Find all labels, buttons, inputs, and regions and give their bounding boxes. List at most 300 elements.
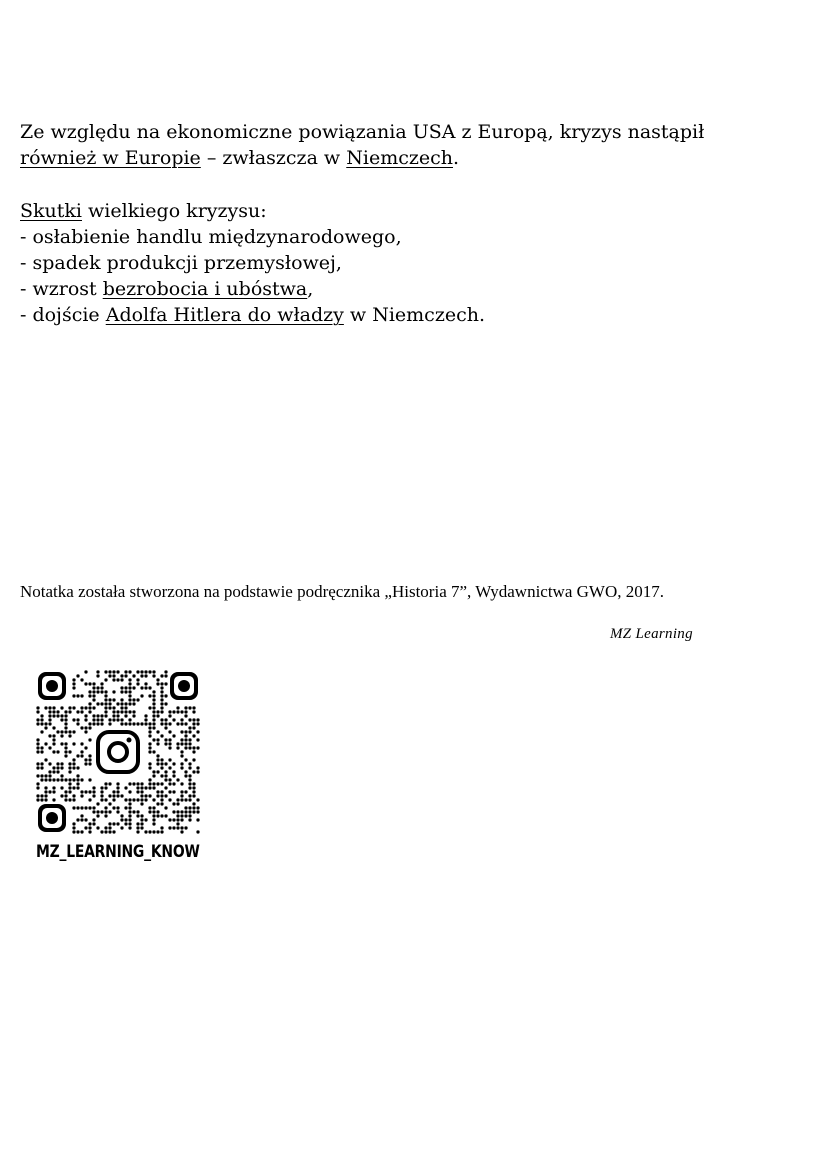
qr-module <box>124 722 127 725</box>
qr-module <box>80 806 83 809</box>
qr-module <box>100 702 103 705</box>
qr-module <box>84 730 87 733</box>
qr-module <box>44 798 47 801</box>
qr-module <box>64 750 67 753</box>
qr-module <box>80 754 83 757</box>
qr-module <box>172 810 175 813</box>
source-note: Notatka została stworzona na podstawie podręcznika „Historia 7”, Wydawnictwa GWO, 2017. <box>20 582 664 601</box>
qr-module <box>192 726 195 729</box>
qr-module <box>144 818 147 821</box>
qr-module <box>192 758 195 761</box>
qr-module <box>84 682 87 685</box>
qr-module <box>36 774 39 777</box>
qr-module <box>148 726 151 729</box>
qr-module <box>144 686 147 689</box>
qr-module <box>172 818 175 821</box>
qr-module <box>92 714 95 717</box>
qr-module <box>152 706 155 709</box>
qr-module <box>156 790 159 793</box>
qr-module <box>168 782 171 785</box>
qr-module <box>108 782 111 785</box>
qr-module <box>88 762 91 765</box>
qr-module <box>52 706 55 709</box>
qr-module <box>180 742 183 745</box>
effects-heading-rest: wielkiego kryzysu: <box>82 200 267 222</box>
qr-module <box>76 674 79 677</box>
qr-module <box>164 778 167 781</box>
qr-module <box>184 774 187 777</box>
qr-module <box>148 786 151 789</box>
qr-module <box>72 742 75 745</box>
qr-module <box>108 702 111 705</box>
qr-module <box>164 806 167 809</box>
qr-module <box>100 830 103 833</box>
qr-module <box>152 814 155 817</box>
qr-module <box>156 730 159 733</box>
qr-module <box>124 690 127 693</box>
qr-module <box>136 798 139 801</box>
qr-module <box>180 762 183 765</box>
qr-module <box>152 806 155 809</box>
qr-module <box>64 710 67 713</box>
qr-module <box>44 742 47 745</box>
qr-module <box>72 718 75 721</box>
qr-module <box>188 782 191 785</box>
qr-module <box>128 802 131 805</box>
qr-module <box>184 814 187 817</box>
qr-module <box>60 762 63 765</box>
qr-module <box>148 746 151 749</box>
qr-module <box>128 810 131 813</box>
intro-line-2-middle: – zwłaszcza w <box>200 147 347 169</box>
qr-module <box>48 714 51 717</box>
qr-module <box>156 770 159 773</box>
underline-germany: Niemczech <box>346 147 453 169</box>
qr-module <box>68 770 71 773</box>
qr-module <box>184 742 187 745</box>
qr-module <box>36 794 39 797</box>
qr-module <box>112 714 115 717</box>
qr-module <box>80 706 83 709</box>
qr-module <box>156 814 159 817</box>
qr-module <box>192 722 195 725</box>
qr-module <box>132 810 135 813</box>
qr-module <box>168 722 171 725</box>
qr-module <box>152 822 155 825</box>
qr-module <box>104 706 107 709</box>
qr-module <box>176 706 179 709</box>
qr-module <box>44 786 47 789</box>
qr-module <box>180 722 183 725</box>
qr-module <box>136 670 139 673</box>
qr-module <box>120 678 123 681</box>
qr-module <box>36 706 39 709</box>
qr-module <box>172 762 175 765</box>
qr-module <box>60 774 63 777</box>
qr-module <box>92 794 95 797</box>
qr-module <box>164 770 167 773</box>
qr-module <box>180 826 183 829</box>
qr-module <box>144 786 147 789</box>
qr-module <box>92 706 95 709</box>
qr-module <box>164 814 167 817</box>
qr-module <box>44 794 47 797</box>
qr-module <box>52 766 55 769</box>
qr-module <box>188 730 191 733</box>
qr-module <box>84 818 87 821</box>
qr-module <box>152 750 155 753</box>
qr-module <box>56 762 59 765</box>
qr-module <box>52 738 55 741</box>
qr-module <box>140 794 143 797</box>
qr-module <box>112 806 115 809</box>
qr-module <box>120 710 123 713</box>
qr-module <box>64 742 67 745</box>
qr-module <box>132 782 135 785</box>
qr-module <box>152 818 155 821</box>
qr-module <box>100 786 103 789</box>
qr-module <box>64 798 67 801</box>
qr-module <box>184 770 187 773</box>
qr-module <box>44 726 47 729</box>
effects-item-4-underlined: Adolfa Hitlera do władzy <box>105 304 344 326</box>
qr-module <box>72 762 75 765</box>
qr-module <box>140 782 143 785</box>
qr-module <box>64 718 67 721</box>
qr-module <box>80 694 83 697</box>
qr-module <box>48 790 51 793</box>
qr-module <box>104 690 107 693</box>
intro-line-2 <box>20 145 704 171</box>
qr-module <box>140 674 143 677</box>
qr-module <box>36 750 39 753</box>
qr-module <box>60 730 63 733</box>
qr-module <box>112 670 115 673</box>
qr-module <box>120 706 123 709</box>
qr-module <box>188 778 191 781</box>
qr-module <box>152 830 155 833</box>
qr-module <box>104 814 107 817</box>
qr-module <box>164 702 167 705</box>
qr-module <box>120 794 123 797</box>
qr-module <box>128 822 131 825</box>
qr-module <box>136 826 139 829</box>
qr-module <box>56 778 59 781</box>
qr-module <box>112 718 115 721</box>
qr-module <box>96 802 99 805</box>
qr-module <box>132 674 135 677</box>
qr-module <box>144 718 147 721</box>
qr-module <box>164 762 167 765</box>
effects-item-4 <box>20 302 485 328</box>
qr-module <box>100 718 103 721</box>
qr-module <box>188 742 191 745</box>
qr-module <box>64 794 67 797</box>
qr-module <box>44 774 47 777</box>
qr-module <box>144 722 147 725</box>
qr-module <box>172 770 175 773</box>
qr-module <box>124 706 127 709</box>
qr-module <box>136 822 139 825</box>
qr-module <box>180 730 183 733</box>
qr-module <box>180 750 183 753</box>
qr-module <box>156 682 159 685</box>
qr-module <box>120 826 123 829</box>
qr-module <box>184 790 187 793</box>
qr-module <box>92 818 95 821</box>
qr-module <box>84 718 87 721</box>
qr-module <box>64 714 67 717</box>
qr-module <box>72 826 75 829</box>
effects-list <box>20 198 485 328</box>
qr-module <box>180 794 183 797</box>
qr-module <box>180 710 183 713</box>
qr-module <box>108 706 111 709</box>
qr-module <box>48 778 51 781</box>
qr-module <box>72 778 75 781</box>
qr-module <box>136 830 139 833</box>
qr-module <box>196 730 199 733</box>
qr-module <box>104 810 107 813</box>
qr-module <box>44 790 47 793</box>
qr-module <box>140 818 143 821</box>
qr-module <box>124 710 127 713</box>
intro-line-1: Ze względu na ekonomiczne powiązania USA z Europą, kryzys nastąpił <box>20 121 705 143</box>
qr-module <box>76 710 79 713</box>
qr-module <box>120 722 123 725</box>
qr-module <box>144 682 147 685</box>
qr-module <box>196 722 199 725</box>
qr-module <box>192 790 195 793</box>
qr-module <box>128 782 131 785</box>
qr-module <box>164 694 167 697</box>
qr-module <box>188 798 191 801</box>
qr-module <box>72 766 75 769</box>
qr-module <box>88 778 91 781</box>
qr-module <box>52 790 55 793</box>
intro-paragraph <box>20 119 704 171</box>
qr-module <box>60 786 63 789</box>
qr-module <box>48 710 51 713</box>
qr-module <box>188 762 191 765</box>
qr-module <box>48 722 51 725</box>
qr-module <box>168 790 171 793</box>
qr-module <box>116 810 119 813</box>
qr-module <box>172 790 175 793</box>
qr-module <box>116 702 119 705</box>
qr-module <box>120 718 123 721</box>
qr-module <box>160 794 163 797</box>
qr-module <box>160 702 163 705</box>
qr-module <box>192 794 195 797</box>
qr-module <box>148 686 151 689</box>
qr-module <box>96 686 99 689</box>
qr-module <box>92 806 95 809</box>
qr-module <box>128 678 131 681</box>
qr-module <box>72 806 75 809</box>
qr-module <box>188 794 191 797</box>
qr-module <box>164 722 167 725</box>
qr-module <box>196 718 199 721</box>
qr-module <box>148 694 151 697</box>
qr-module <box>116 794 119 797</box>
qr-module <box>48 706 51 709</box>
qr-module <box>84 806 87 809</box>
qr-module <box>160 798 163 801</box>
qr-module <box>188 746 191 749</box>
qr-module <box>104 798 107 801</box>
qr-module <box>52 742 55 745</box>
qr-module <box>56 714 59 717</box>
qr-module <box>148 670 151 673</box>
qr-module <box>76 786 79 789</box>
qr-module <box>72 786 75 789</box>
qr-module <box>192 718 195 721</box>
qr-module <box>128 690 131 693</box>
qr-module <box>144 670 147 673</box>
qr-module <box>88 726 91 729</box>
qr-module <box>184 758 187 761</box>
qr-module <box>192 734 195 737</box>
qr-module <box>120 702 123 705</box>
qr-module <box>136 790 139 793</box>
qr-module <box>100 686 103 689</box>
qr-module <box>176 778 179 781</box>
qr-module <box>128 698 131 701</box>
qr-module <box>136 782 139 785</box>
qr-module <box>192 710 195 713</box>
qr-module <box>184 810 187 813</box>
qr-module <box>188 738 191 741</box>
qr-module <box>180 738 183 741</box>
qr-module <box>52 750 55 753</box>
qr-module <box>132 710 135 713</box>
qr-module <box>176 798 179 801</box>
qr-module <box>80 790 83 793</box>
qr-module <box>184 734 187 737</box>
qr-module <box>124 806 127 809</box>
qr-module <box>168 746 171 749</box>
qr-module <box>180 814 183 817</box>
qr-module <box>60 706 63 709</box>
qr-module <box>156 794 159 797</box>
qr-module <box>140 822 143 825</box>
qr-module <box>192 810 195 813</box>
qr-module <box>92 694 95 697</box>
qr-module <box>168 710 171 713</box>
qr-module <box>84 758 87 761</box>
qr-module <box>60 714 63 717</box>
qr-module <box>112 790 115 793</box>
qr-module <box>196 830 199 833</box>
qr-module <box>112 830 115 833</box>
qr-module <box>88 682 91 685</box>
qr-module <box>176 818 179 821</box>
qr-module <box>96 702 99 705</box>
qr-module <box>168 798 171 801</box>
qr-module <box>156 758 159 761</box>
qr-module <box>192 782 195 785</box>
qr-module <box>64 746 67 749</box>
qr-module <box>52 734 55 737</box>
qr-module <box>124 818 127 821</box>
qr-module <box>92 822 95 825</box>
qr-module <box>180 790 183 793</box>
qr-module <box>72 730 75 733</box>
qr-module <box>96 690 99 693</box>
effects-item-3-pre: - wzrost <box>20 278 103 300</box>
qr-module <box>104 806 107 809</box>
qr-module <box>156 782 159 785</box>
qr-module <box>160 802 163 805</box>
qr-module <box>56 770 59 773</box>
qr-module <box>40 766 43 769</box>
qr-module <box>44 722 47 725</box>
qr-module <box>124 686 127 689</box>
qr-module <box>148 762 151 765</box>
qr-module <box>136 678 139 681</box>
qr-module <box>172 782 175 785</box>
qr-module <box>160 814 163 817</box>
qr-module <box>152 798 155 801</box>
qr-module <box>132 722 135 725</box>
qr-module <box>112 698 115 701</box>
qr-module <box>152 774 155 777</box>
qr-module <box>72 822 75 825</box>
qr-module <box>196 766 199 769</box>
qr-module <box>136 786 139 789</box>
qr-module <box>56 750 59 753</box>
qr-module <box>168 714 171 717</box>
qr-module <box>68 734 71 737</box>
qr-module <box>68 798 71 801</box>
qr-module <box>180 810 183 813</box>
qr-module <box>96 670 99 673</box>
qr-module <box>76 774 79 777</box>
qr-module <box>188 786 191 789</box>
qr-module <box>40 798 43 801</box>
qr-module <box>196 798 199 801</box>
effects-item-4-pre: - dojście <box>20 304 106 326</box>
qr-module <box>40 746 43 749</box>
qr-module <box>88 710 91 713</box>
qr-module <box>160 734 163 737</box>
qr-module <box>148 734 151 737</box>
qr-module <box>68 710 71 713</box>
effects-item-3-underlined: bezrobocia i ubóstwa <box>102 278 308 300</box>
qr-module <box>148 742 151 745</box>
qr-module <box>132 698 135 701</box>
qr-module <box>104 694 107 697</box>
qr-module <box>156 802 159 805</box>
qr-module <box>40 774 43 777</box>
qr-module <box>84 706 87 709</box>
qr-module <box>188 806 191 809</box>
qr-module <box>104 786 107 789</box>
qr-module <box>72 798 75 801</box>
qr-module <box>176 826 179 829</box>
qr-module <box>88 822 91 825</box>
qr-module <box>80 726 83 729</box>
qr-module <box>96 722 99 725</box>
qr-module <box>172 734 175 737</box>
qr-module <box>172 774 175 777</box>
qr-module <box>92 686 95 689</box>
qr-module <box>152 770 155 773</box>
qr-module <box>180 766 183 769</box>
qr-module <box>152 726 155 729</box>
effects-heading <box>20 198 485 224</box>
